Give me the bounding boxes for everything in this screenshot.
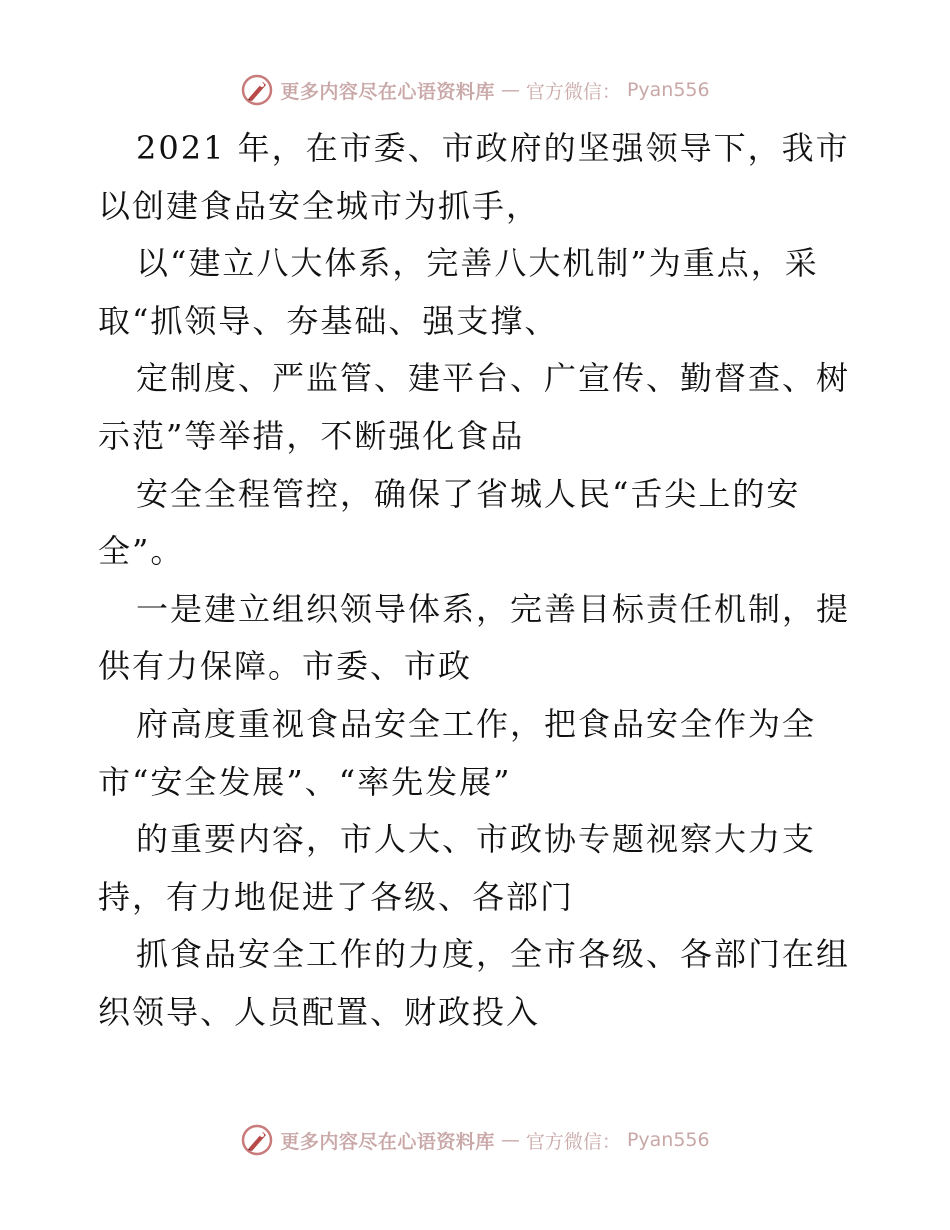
text-line: 示范”等举措，不断强化食品 xyxy=(98,416,525,455)
text-line: 定制度、严监管、建平台、广宣传、勤督查、树 xyxy=(136,359,851,398)
watermark-wechat-label: 官方微信： xyxy=(525,1130,621,1153)
watermark-site-name: 更多内容尽在心语资料库 xyxy=(280,80,495,103)
text-line: 2021 年，在市委、市政府的坚强领导下，我市 xyxy=(136,129,850,167)
pen-logo-icon xyxy=(240,73,274,107)
watermark-dash: — xyxy=(500,1129,520,1151)
footer-watermark xyxy=(0,1120,950,1160)
document-body xyxy=(98,120,858,1042)
text-line: 一是建立组织领导体系，完善目标责任机制，提 xyxy=(136,589,851,628)
text-line: 安全全程管控，确保了省城人民“舌尖上的安 xyxy=(136,474,801,513)
text-line: 以创建食品安全城市为抓手， xyxy=(98,186,541,225)
watermark-site-name: 更多内容尽在心语资料库 xyxy=(280,1130,495,1153)
text-line: 的重要内容，市人大、市政协专题视察大力支 xyxy=(136,820,817,859)
text-line: 持，有力地促进了各级、各部门 xyxy=(98,877,575,916)
text-line: 市“安全发展”、“率先发展” xyxy=(98,762,512,801)
text-line: 府高度重视食品安全工作，把食品安全作为全 xyxy=(136,704,817,743)
text-line: 抓食品安全工作的力度，全市各级、各部门在组 xyxy=(136,935,851,974)
text-line: 全”。 xyxy=(98,532,185,571)
text-line: 织领导、人员配置、财政投入 xyxy=(98,992,541,1031)
watermark-wechat-label: 官方微信： xyxy=(525,80,621,103)
text-line: 以“建立八大体系，完善八大机制”为重点，采 xyxy=(136,244,819,283)
watermark-wechat-id: Pyan556 xyxy=(626,79,710,101)
text-line: 取“抓领导、夯基础、强支撑、 xyxy=(98,301,559,340)
text-line: 供有力保障。市委、市政 xyxy=(98,647,473,686)
header-watermark xyxy=(0,70,950,110)
watermark-wechat-id: Pyan556 xyxy=(626,1129,710,1151)
pen-logo-icon xyxy=(240,1123,274,1157)
watermark-dash: — xyxy=(500,79,520,101)
